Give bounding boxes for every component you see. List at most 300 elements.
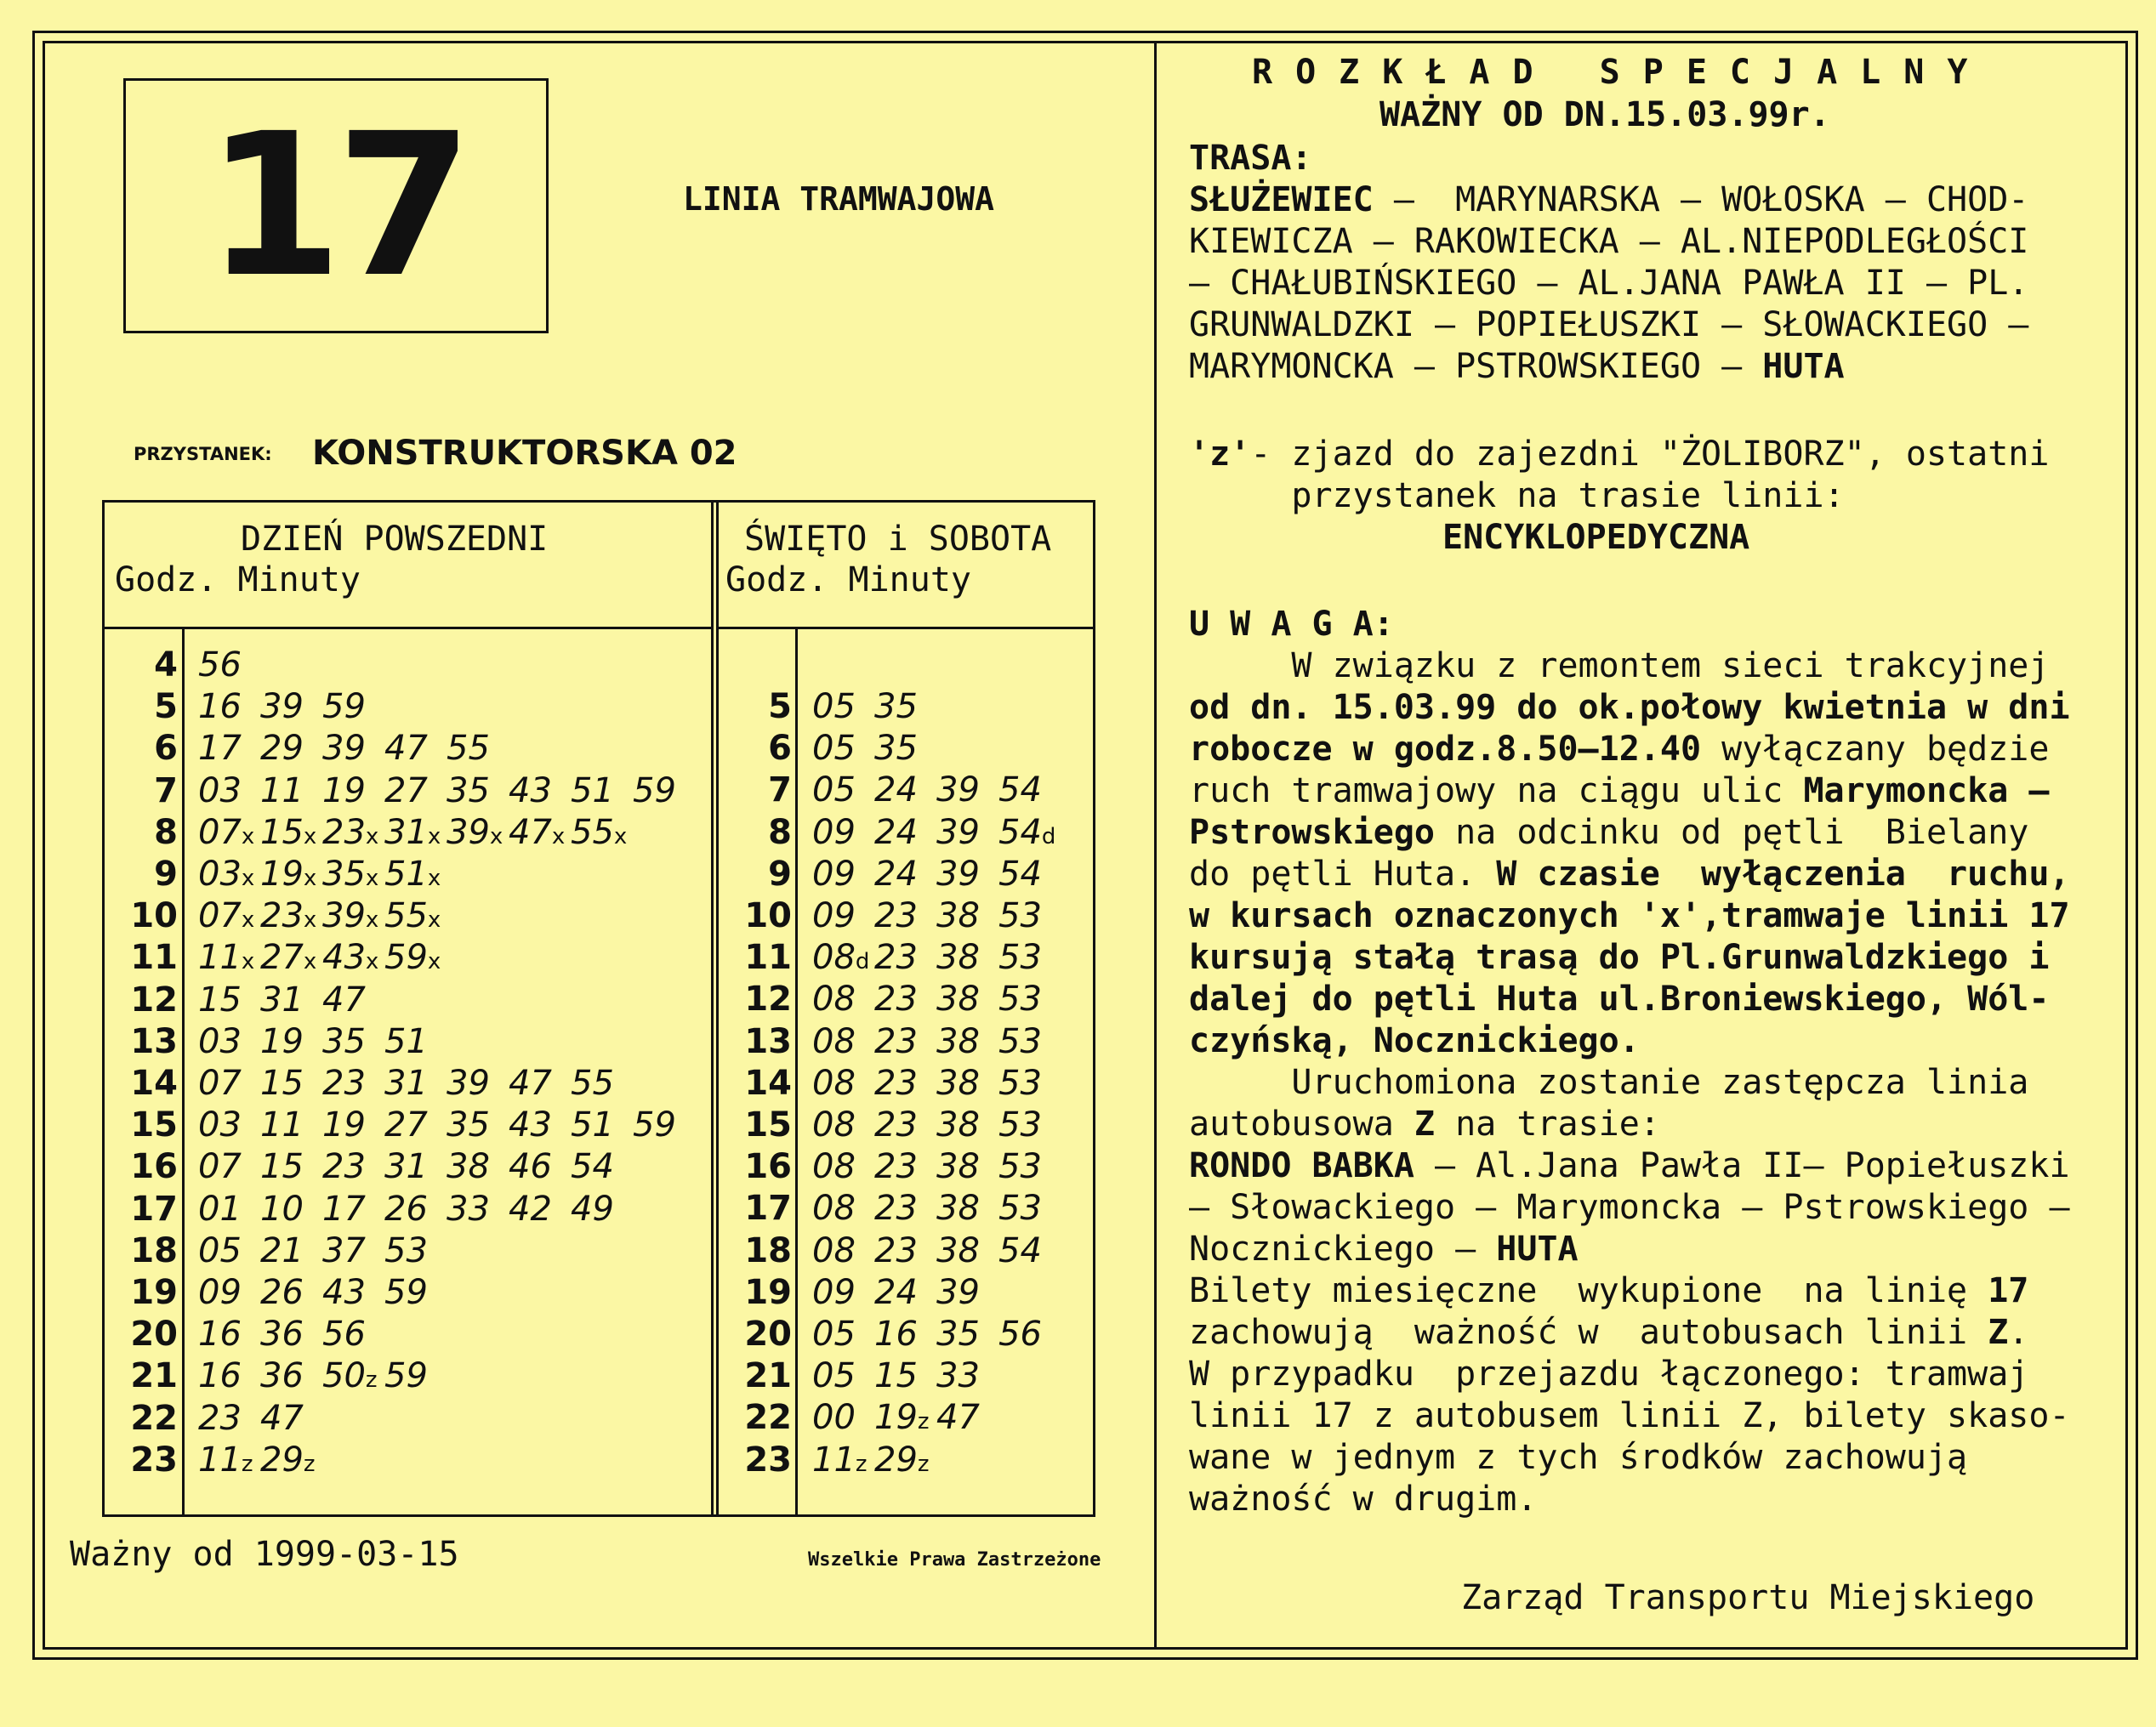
timetable-separator	[711, 503, 719, 1514]
weekday-header-line	[105, 627, 711, 629]
holiday-minute: 24	[874, 854, 918, 894]
weekday-minute: 19	[322, 1105, 366, 1145]
weekday-minute: 23	[322, 1064, 366, 1103]
p3-line-5: wane w jednym z tych środków zachowują	[1189, 1438, 1968, 1477]
weekday-minute: 15x	[260, 812, 317, 852]
route-number-box	[123, 78, 549, 333]
course-mark: d	[855, 949, 870, 975]
holiday-minute: 38	[936, 1230, 980, 1270]
holiday-minute: 08d	[812, 938, 870, 978]
weekday-minute: 11	[260, 770, 304, 810]
course-mark: z	[917, 1451, 930, 1477]
holiday-hour: 18	[744, 1230, 792, 1270]
weekday-minute: 51	[571, 770, 614, 810]
route-text-1: – MARYNARSKA – WOŁOSKA – CHOD-	[1373, 180, 2029, 219]
holiday-minute: 09	[812, 812, 856, 852]
weekday-minute: 54	[571, 1147, 614, 1187]
p2-text-2: autobusowa	[1189, 1105, 1414, 1144]
holiday-minute: 05	[812, 770, 856, 810]
course-mark: z	[241, 1451, 253, 1477]
weekday-hour: 17	[130, 1189, 178, 1229]
course-mark: x	[365, 949, 379, 975]
holiday-minute: 38	[936, 1147, 980, 1187]
holiday-hour: 5	[768, 687, 792, 726]
holiday-minute: 09	[812, 854, 856, 894]
holiday-minute: 53	[998, 1189, 1042, 1229]
holiday-minute: 00	[812, 1398, 856, 1438]
weekday-minute: 49	[571, 1189, 614, 1229]
holiday-minute: 24	[874, 812, 918, 852]
weekday-minute: 59	[384, 1273, 428, 1312]
holiday-minute: 53	[998, 980, 1042, 1020]
weekday-minute: 39	[260, 687, 304, 727]
route-line-4: GRUNWALDZKI – POPIEŁUSZKI – SŁOWACKIEGO –	[1189, 305, 2029, 344]
weekday-minute: 35	[447, 1105, 490, 1145]
holiday-hour: 17	[744, 1189, 792, 1229]
weekday-hour: 4	[154, 645, 178, 685]
weekday-minute: 37	[322, 1230, 366, 1270]
weekday-minute: 43	[509, 1105, 552, 1145]
weekday-minute: 50z	[322, 1356, 378, 1396]
holiday-hour: 11	[744, 938, 792, 978]
holiday-minute: 38	[936, 1021, 980, 1061]
weekday-minute: 16	[198, 1356, 242, 1396]
route-line-5	[1189, 346, 1845, 388]
holiday-minute: 38	[936, 896, 980, 935]
holiday-hour: 12	[744, 980, 792, 1020]
z-code: 'z'	[1189, 435, 1251, 474]
weekday-minute: 47	[260, 1398, 304, 1438]
weekday-minute: 01	[198, 1189, 242, 1229]
p1-line-1: W związku z remontem sieci trakcyjnej	[1189, 646, 2050, 685]
weekday-minute: 51	[384, 1021, 428, 1061]
weekday-minute: 26	[260, 1273, 304, 1312]
holiday-minute: 54	[998, 770, 1042, 810]
weekday-minute: 23	[198, 1398, 242, 1438]
weekday-minute: 16	[198, 687, 242, 727]
p1-text-6b: W czasie wyłączenia ruchu,	[1496, 855, 2070, 894]
weekday-hour: 16	[130, 1147, 178, 1187]
course-mark: x	[365, 866, 379, 891]
course-mark: x	[427, 907, 441, 934]
weekday-minute: 56	[322, 1315, 366, 1355]
weekday-hour: 22	[130, 1398, 178, 1438]
weekday-minute: 47x	[509, 812, 566, 852]
weekday-minute: 55	[571, 1064, 614, 1103]
weekday-minute: 23	[322, 1147, 366, 1187]
route-text-5: MARYMONCKA – PSTROWSKIEGO –	[1189, 347, 1763, 386]
holiday-minute: 53	[998, 938, 1042, 978]
holiday-minute: 16	[874, 1315, 918, 1354]
holiday-minute: 05	[812, 729, 856, 769]
p3-line-4: linii 17 z autobusem linii Z, bilety skaso-	[1189, 1396, 2070, 1435]
holiday-minute: 53	[998, 1021, 1042, 1061]
holiday-header-line	[719, 627, 1093, 629]
weekday-minute: 27	[384, 1105, 428, 1145]
weekday-minute: 10	[260, 1189, 304, 1229]
weekday-minute: 47	[384, 729, 428, 769]
weekday-minute: 59	[633, 1105, 676, 1145]
holiday-hour: 10	[744, 896, 792, 935]
holiday-hour-line	[795, 629, 798, 1514]
p1-line-6	[1189, 854, 2070, 895]
weekday-minute: 15	[260, 1147, 304, 1187]
weekday-minute: 59	[322, 687, 366, 727]
holiday-minute: 08	[812, 1189, 856, 1229]
course-mark: z	[855, 1451, 868, 1477]
weekday-minute: 07	[198, 1064, 242, 1103]
holiday-minute: 15	[874, 1356, 918, 1396]
course-mark: x	[427, 949, 441, 975]
weekday-hour: 7	[154, 770, 178, 810]
course-mark: x	[365, 907, 379, 934]
p1-line-5	[1189, 812, 2028, 854]
stop-name: KONSTRUKTORSKA 02	[312, 434, 737, 473]
weekday-minute: 47	[509, 1064, 552, 1103]
weekday-minute: 23x	[322, 812, 379, 852]
weekday-minute: 15	[260, 1064, 304, 1103]
holiday-minute: 11z	[812, 1440, 868, 1480]
weekday-hour: 18	[130, 1230, 178, 1270]
p2-text-5: Nocznickiego –	[1189, 1230, 1497, 1269]
p1-line-7: w kursach oznaczonych 'x',tramwaje linii 17	[1189, 896, 2070, 935]
holiday-minute: 08	[812, 1021, 856, 1061]
weekday-minute: 23x	[260, 896, 317, 936]
weekday-minute: 55	[447, 729, 490, 769]
holiday-minute: 38	[936, 1105, 980, 1145]
weekday-minute: 15	[198, 980, 242, 1020]
p1-line-9: dalej do pętli Huta ul.Broniewskiego, Wól-	[1189, 980, 2050, 1019]
holiday-minute: 05	[812, 1315, 856, 1354]
weekday-minute: 09	[198, 1273, 242, 1312]
weekday-minute: 31	[384, 1064, 428, 1103]
holiday-minute: 23	[874, 1189, 918, 1229]
weekday-minute: 59x	[384, 938, 441, 978]
holiday-minute: 23	[874, 1147, 918, 1187]
p3-text-1: Bilety miesięczne wykupione na linię	[1189, 1271, 1988, 1310]
weekday-minute: 03x	[198, 855, 255, 894]
z-line-2: przystanek na trasie linii:	[1189, 476, 1845, 515]
p3-text-2c: .	[2008, 1313, 2029, 1352]
holiday-minute: 35	[936, 1315, 980, 1354]
weekday-hour: 15	[130, 1105, 178, 1145]
column-divider	[1154, 41, 1157, 1647]
weekday-minute: 27x	[260, 938, 317, 978]
timetable	[102, 500, 1095, 1517]
holiday-minute: 53	[998, 896, 1042, 935]
course-mark: x	[427, 823, 441, 849]
holiday-minute: 23	[874, 938, 918, 978]
valid-from: Ważny od 1999-03-15	[70, 1535, 459, 1574]
holiday-minute: 33	[936, 1356, 980, 1396]
weekday-minute: 39	[322, 729, 366, 769]
course-mark: x	[241, 907, 255, 934]
course-mark: x	[489, 823, 503, 849]
holiday-hour: 8	[768, 812, 792, 852]
weekday-minute: 59	[384, 1356, 428, 1396]
course-mark: d	[1041, 823, 1056, 849]
route-line-3: – CHAŁUBIŃSKIEGO – AL.JANA PAWŁA II – PL.	[1189, 264, 2029, 303]
weekday-minute: 39	[447, 1064, 490, 1103]
weekday-minute: 11	[260, 1105, 304, 1145]
p1-line-3	[1189, 729, 2049, 770]
p2-text-5b: HUTA	[1496, 1230, 1579, 1269]
holiday-hour: 13	[744, 1021, 792, 1061]
weekday-hour: 6	[154, 729, 178, 769]
weekday-minute: 35	[447, 770, 490, 810]
p3-line-3: W przypadku przejazdu łączonego: tramwaj	[1189, 1355, 2029, 1394]
route-label: TRASA:	[1189, 139, 1312, 178]
holiday-hour: 6	[768, 729, 792, 769]
p3-text-2: zachowują ważność w autobusach linii	[1189, 1313, 1988, 1352]
weekday-minute: 51	[571, 1105, 614, 1145]
course-mark: x	[303, 949, 317, 975]
weekday-hour: 19	[130, 1273, 178, 1312]
course-mark: x	[303, 823, 317, 849]
weekday-minute: 46	[509, 1147, 552, 1187]
course-mark: x	[241, 866, 255, 891]
holiday-minute: 38	[936, 1063, 980, 1103]
weekday-minute: 51x	[384, 855, 441, 894]
p2-text-2c: na trasie:	[1435, 1105, 1660, 1144]
weekday-minute: 53	[384, 1230, 428, 1270]
holiday-title: ŚWIĘTO i SOBOTA	[744, 520, 1052, 559]
course-mark: x	[613, 823, 628, 849]
holiday-minute: 09	[812, 1272, 856, 1312]
weekday-minute: 07x	[198, 896, 255, 936]
weekday-minute: 29	[260, 729, 304, 769]
weekday-minute: 43	[322, 1273, 366, 1312]
holiday-minute: 09	[812, 896, 856, 935]
weekday-minute: 33	[447, 1189, 490, 1229]
weekday-minute: 31	[384, 1147, 428, 1187]
holiday-hour: 16	[744, 1147, 792, 1187]
p1-text-4: ruch tramwajowy na ciągu ulic	[1189, 771, 1804, 810]
p1-line-2: od dn. 15.03.99 do ok.połowy kwietnia w dni	[1189, 688, 2070, 727]
weekday-minute: 03	[198, 1105, 242, 1145]
weekday-hour: 5	[154, 687, 178, 727]
course-mark: x	[365, 823, 379, 849]
course-mark: x	[241, 823, 255, 849]
notice-valid: WAŻNY OD DN.15.03.99r.	[1379, 95, 1830, 134]
weekday-minute: 39x	[322, 896, 379, 936]
holiday-minute: 47	[936, 1398, 980, 1438]
p1-text-6: do pętli Huta.	[1189, 855, 1497, 894]
weekday-minute: 31x	[384, 812, 441, 852]
holiday-minute: 24	[874, 1272, 918, 1312]
weekday-minute: 36	[260, 1315, 304, 1355]
p3-text-2b: Z	[1988, 1313, 2009, 1352]
weekday-minute: 07x	[198, 812, 255, 852]
route-line-2: KIEWICZA – RAKOWIECKA – AL.NIEPODLEGŁOŚCI	[1189, 222, 2029, 261]
weekday-minute: 07	[198, 1147, 242, 1187]
p2-text-3b: RONDO BABKA	[1189, 1146, 1414, 1185]
weekday-hour: 14	[130, 1064, 178, 1103]
course-mark: z	[303, 1451, 316, 1477]
route-start: SŁUŻEWIEC	[1189, 180, 1374, 219]
p3-line-2	[1189, 1312, 2028, 1354]
notice-title: ROZKŁAD SPECJALNY	[1252, 53, 1991, 92]
weekday-minute: 17	[322, 1189, 366, 1229]
p1-text-5b: Pstrowskiego	[1189, 813, 1435, 852]
course-mark: z	[917, 1409, 930, 1435]
weekday-minute: 59	[633, 770, 676, 810]
weekday-minute: 39x	[447, 812, 503, 852]
weekday-minute: 05	[198, 1230, 242, 1270]
attention-label: U W A G A:	[1189, 605, 1394, 644]
weekday-minute: 26	[384, 1189, 428, 1229]
p1-text-4b: Marymoncka –	[1803, 771, 2050, 810]
holiday-hour: 9	[768, 854, 792, 894]
weekday-minute: 56	[198, 645, 242, 685]
holiday-minute: 08	[812, 1230, 856, 1270]
holiday-minute: 08	[812, 980, 856, 1020]
p1-line-4	[1189, 770, 2049, 812]
route-number: 17	[205, 91, 467, 321]
p2-line-4: – Słowackiego – Marymoncka – Pstrowskiego –	[1189, 1188, 2070, 1227]
holiday-minute: 35	[874, 729, 918, 769]
holiday-hour: 22	[744, 1398, 792, 1438]
course-mark: x	[241, 949, 255, 975]
p2-line-5	[1189, 1229, 1579, 1270]
weekday-hour: 20	[130, 1315, 178, 1355]
course-mark: x	[303, 907, 317, 934]
weekday-minute: 19x	[260, 855, 317, 894]
holiday-hour: 20	[744, 1315, 792, 1354]
weekday-title: DZIEŃ POWSZEDNI	[241, 520, 549, 559]
p2-line-3	[1189, 1145, 2070, 1187]
weekday-hour: 13	[130, 1021, 178, 1061]
holiday-minute: 39	[936, 812, 980, 852]
weekday-minute: 19	[322, 770, 366, 810]
weekday-minute: 43x	[322, 938, 379, 978]
holiday-minute: 54d	[998, 812, 1056, 852]
weekday-minute: 35x	[322, 855, 379, 894]
weekday-hour: 12	[130, 980, 178, 1020]
course-mark: z	[365, 1367, 378, 1394]
holiday-minute: 08	[812, 1147, 856, 1187]
p2-text-2b: Z	[1414, 1105, 1435, 1144]
holiday-minute: 23	[874, 896, 918, 935]
p2-line-2	[1189, 1104, 1660, 1145]
line-type-label: LINIA TRAMWAJOWA	[683, 180, 995, 218]
weekday-minute: 55x	[384, 896, 441, 936]
weekday-hour: 21	[130, 1356, 178, 1396]
holiday-minute: 19z	[874, 1398, 930, 1438]
weekday-hour: 9	[154, 855, 178, 894]
weekday-minute: 43	[509, 770, 552, 810]
holiday-minute: 24	[874, 770, 918, 810]
holiday-minute: 39	[936, 770, 980, 810]
holiday-minute: 39	[936, 1272, 980, 1312]
holiday-minute: 38	[936, 938, 980, 978]
holiday-hour: 23	[744, 1440, 792, 1480]
p3-text-1b: 17	[1988, 1271, 2029, 1310]
holiday-hour: 15	[744, 1105, 792, 1145]
weekday-minute: 21	[260, 1230, 304, 1270]
z-text-1: - zjazd do zajezdni "ŻOLIBORZ", ostatni	[1250, 435, 2050, 474]
weekday-hour: 10	[130, 896, 178, 936]
weekday-minute: 47	[322, 980, 366, 1020]
rights-reserved: Wszelkie Prawa Zastrzeżone	[808, 1549, 1101, 1571]
holiday-minute: 08	[812, 1063, 856, 1103]
weekday-subtitle: Godz. Minuty	[115, 560, 361, 599]
weekday-minute: 35	[322, 1021, 366, 1061]
holiday-minute: 05	[812, 687, 856, 726]
holiday-minute: 23	[874, 1230, 918, 1270]
holiday-hour: 14	[744, 1063, 792, 1103]
holiday-minute: 53	[998, 1147, 1042, 1187]
signature: Zarząd Transportu Miejskiego	[1461, 1578, 2035, 1617]
weekday-minute: 29z	[260, 1440, 316, 1480]
p2-text-3: – Al.Jana Pawła II– Popiełuszki	[1414, 1146, 2070, 1185]
p1-text-3b: robocze w godz.8.50–12.40	[1189, 730, 1702, 769]
weekday-minute: 03	[198, 770, 242, 810]
holiday-minute: 05	[812, 1356, 856, 1396]
weekday-hour: 11	[130, 938, 178, 978]
weekday-hour: 8	[154, 812, 178, 852]
p1-text-3: wyłączany będzie	[1701, 730, 2050, 769]
weekday-minute: 11x	[198, 938, 255, 978]
weekday-minute: 19	[260, 1021, 304, 1061]
holiday-hour: 7	[768, 770, 792, 810]
z-line-1	[1189, 434, 2049, 475]
course-mark: x	[427, 866, 441, 891]
holiday-minute: 29z	[874, 1440, 930, 1480]
weekday-minute: 17	[198, 729, 242, 769]
holiday-minute: 38	[936, 1189, 980, 1229]
stop-label: PRZYSTANEK:	[134, 444, 272, 464]
course-mark: x	[551, 823, 566, 849]
weekday-minute: 27	[384, 770, 428, 810]
route-end: HUTA	[1762, 347, 1845, 386]
p1-text-5: na odcinku od pętli Bielany	[1434, 813, 2029, 852]
p3-line-6: ważność w drugim.	[1189, 1480, 1538, 1519]
holiday-minute: 54	[998, 1230, 1042, 1270]
holiday-minute: 23	[874, 980, 918, 1020]
weekday-minute: 03	[198, 1021, 242, 1061]
holiday-minute: 56	[998, 1315, 1042, 1354]
weekday-minute: 42	[509, 1189, 552, 1229]
route-line-1	[1189, 179, 2028, 221]
weekday-minute: 38	[447, 1147, 490, 1187]
holiday-subtitle: Godz. Minuty	[725, 560, 971, 599]
p3-line-1	[1189, 1270, 2028, 1312]
holiday-minute: 23	[874, 1021, 918, 1061]
p1-line-8: kursują stałą trasą do Pl.Grunwaldzkiego i	[1189, 938, 2050, 977]
holiday-minute: 23	[874, 1063, 918, 1103]
weekday-minute: 16	[198, 1315, 242, 1355]
course-mark: x	[303, 866, 317, 891]
weekday-hour-line	[182, 629, 185, 1514]
weekday-minute: 11z	[198, 1440, 253, 1480]
holiday-minute: 35	[874, 687, 918, 726]
holiday-minute: 38	[936, 980, 980, 1020]
weekday-hour: 23	[130, 1440, 178, 1480]
holiday-minute: 53	[998, 1105, 1042, 1145]
holiday-minute: 08	[812, 1105, 856, 1145]
holiday-minute: 53	[998, 1063, 1042, 1103]
holiday-minute: 39	[936, 854, 980, 894]
holiday-minute: 54	[998, 854, 1042, 894]
p1-line-10: czyńską, Nocznickiego.	[1189, 1021, 1640, 1060]
holiday-hour: 21	[744, 1356, 792, 1396]
weekday-minute: 31	[260, 980, 304, 1020]
z-stop: ENCYKLOPEDYCZNA	[1442, 518, 1750, 557]
holiday-minute: 23	[874, 1105, 918, 1145]
p2-line-1: Uruchomiona zostanie zastępcza linia	[1189, 1063, 2029, 1102]
weekday-minute: 36	[260, 1356, 304, 1396]
